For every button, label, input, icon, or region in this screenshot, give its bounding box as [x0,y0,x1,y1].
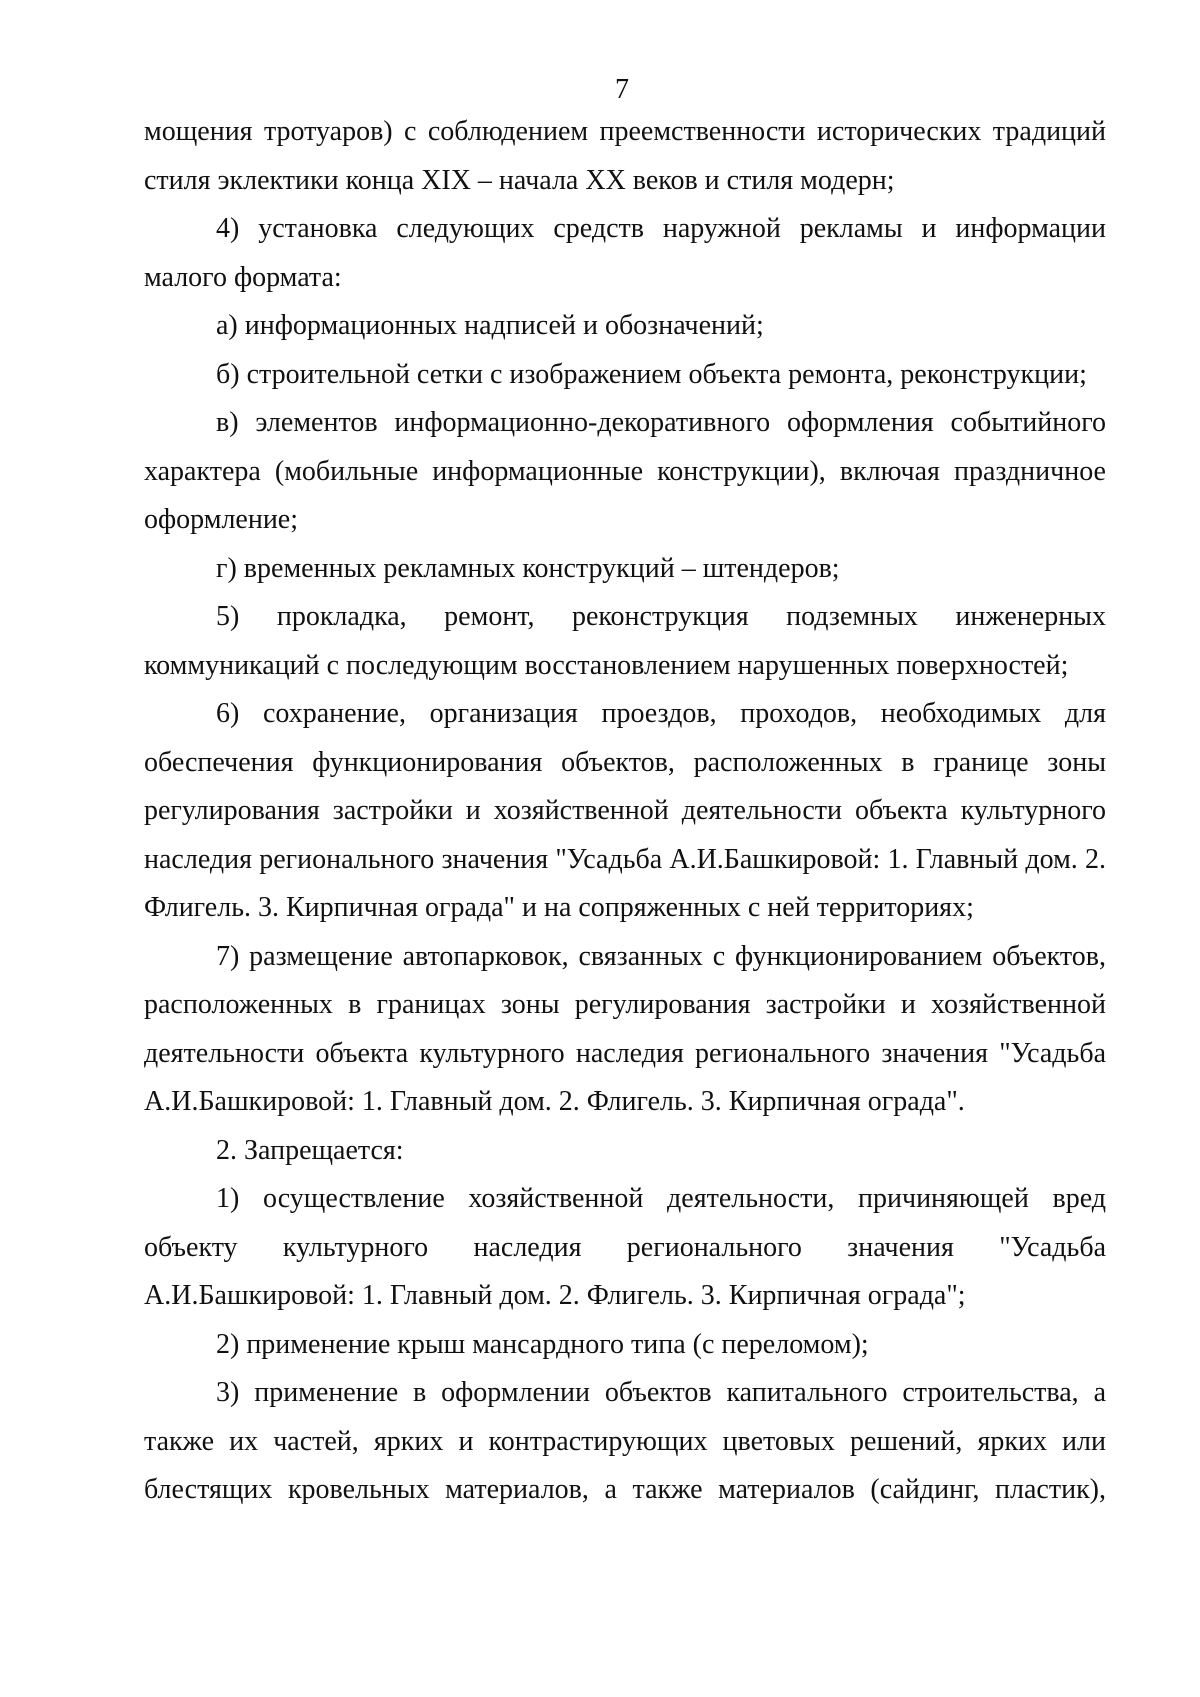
paragraph: 1) осуществление хозяйственной деятельности, причиняющей вред объекту культурного наследия регионального значения "Усадьба А.И.Башкировой: 1. Главный дом. 2. Флигель. 3. Кирпичная ограда"; [144,1183,1106,1311]
paragraph: 5) прокладка, ремонт, реконструкция подземных инженерных коммуникаций с последующим восстановлением нарушенных поверхностей; [144,601,1106,681]
paragraph: 2) применение крыш мансардного типа (с переломом); [216,1328,869,1360]
paragraph: 2. Запрещается: [216,1134,404,1166]
paragraph: мощения тротуаров) с соблюдением преемственности исторических традиций стиля эклектики конца XIX – начала XX веков и стиля модерн; [144,116,1106,196]
page-number: 7 [615,74,629,105]
paragraph: а) информационных надписей и обозначений; [216,310,764,341]
paragraph: 6) сохранение, организация проездов, проходов, необходимых для обеспечения функционирования объектов, расположенных в границе зоны регулирования застройки и хозяйственной деятельности объекта культурного наследия регионального значения "Усадьба А.И.Башкировой: 1. Главный дом. 2. Флигель. 3. Кирпичная ограда" и на сопряженных с ней территориях; [144,698,1106,923]
document-body [144,108,1106,1515]
paragraph: в) элементов информационно-декоративного оформления событийного характера (мобильные информационные конструкции), включая праздничное оформление; [144,407,1106,535]
paragraph: 7) размещение автопарковок, связанных с функционированием объектов, расположенных в границах зоны регулирования застройки и хозяйственной деятельности объекта культурного наследия регионального значения "Усадьба А.И.Башкировой: 1. Главный дом. 2. Флигель. 3. Кирпичная ограда". [144,940,1106,1117]
paragraph-continued: 3) применение в оформлении объектов капитального строительства, а также их частей, ярких и контрастирующих цветовых решений, ярких или блестящих кровельных материалов, а также материалов (сайдинг, пластик), [144,1377,1106,1505]
paragraph: г) временных рекламных конструкций – штендеров; [216,552,840,584]
paragraph: 4) установка следующих средств наружной рекламы и информации малого формата: [144,213,1106,293]
paragraph: б) строительной сетки с изображением объекта ремонта, реконструкции; [216,358,1087,390]
